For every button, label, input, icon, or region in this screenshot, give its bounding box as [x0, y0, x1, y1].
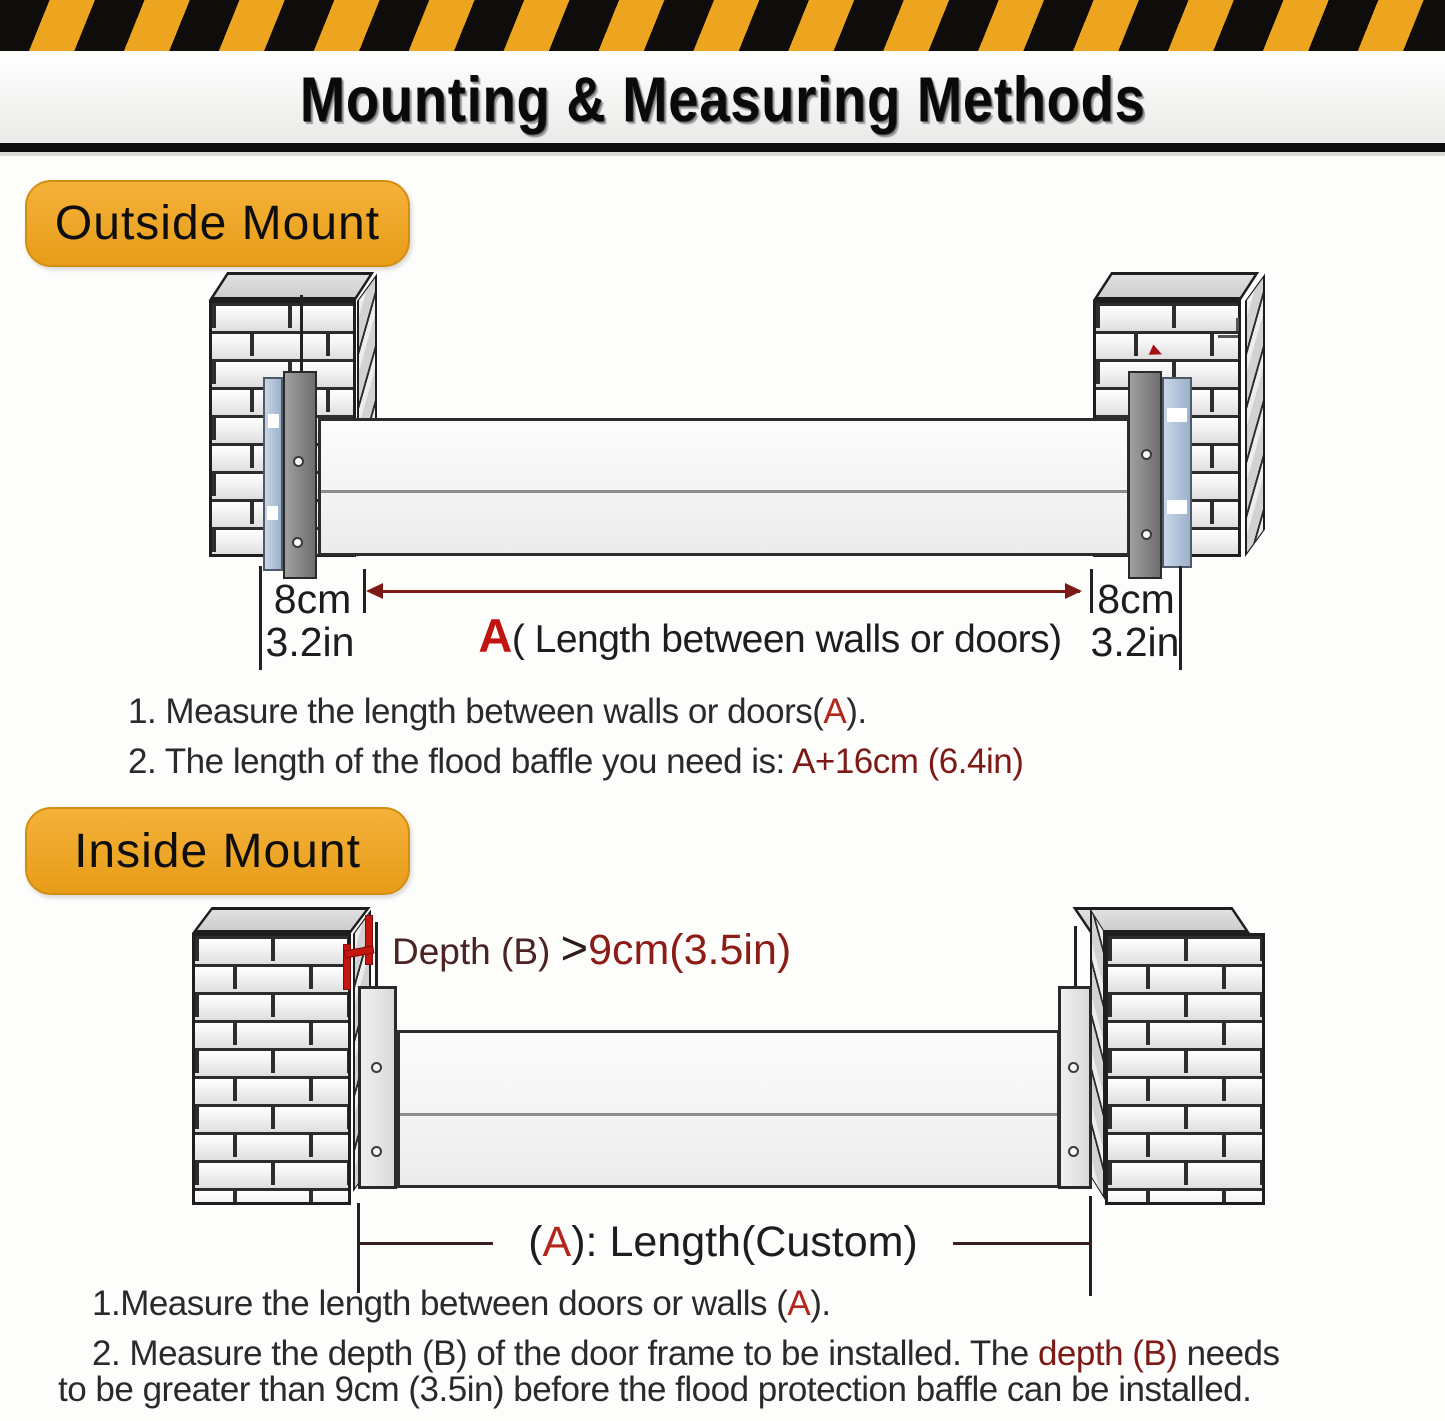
- mounting-channel-left: [358, 986, 397, 1189]
- outside-step-1: [128, 692, 867, 732]
- offset-label-right-cm: 8cm: [1097, 576, 1175, 622]
- inside-mount-label-text: Inside Mount: [74, 824, 361, 878]
- span-letter: A: [478, 609, 512, 662]
- depth-value: 9cm(3.5in): [588, 926, 792, 974]
- brick-pillar-right: [1105, 933, 1265, 1205]
- screw-icon: [292, 537, 303, 548]
- offset-label-right-in: 3.2in: [1090, 619, 1180, 665]
- outside-mount-label: [25, 180, 410, 267]
- baffle-seam-line: [321, 490, 1127, 493]
- depth-bracket-icon: [365, 915, 373, 965]
- header-divider: [0, 143, 1445, 152]
- screw-icon: [293, 456, 304, 467]
- step-text: 2. The length of the flood baffle you need is:: [128, 742, 793, 781]
- inside-step-1: [92, 1284, 831, 1324]
- mounting-bracket-right: [1128, 371, 1162, 579]
- label-letter: A: [542, 1218, 572, 1266]
- channel-notch: [267, 506, 278, 520]
- dimension-tick: [1089, 1196, 1092, 1296]
- screw-icon: [371, 1146, 382, 1157]
- mounting-bracket-left: [283, 371, 317, 579]
- page-title: Mounting & Measuring Methods: [299, 65, 1146, 135]
- arrowhead-left-icon: [366, 583, 383, 599]
- inside-step-2-line-1: [92, 1334, 1280, 1374]
- channel-notch: [268, 414, 279, 428]
- span-dimension-label: [455, 608, 1085, 663]
- step-text: ).: [846, 692, 867, 731]
- step-text: 1.Measure the length between doors or walls (: [92, 1284, 788, 1323]
- arrowhead-right-icon: [1065, 583, 1082, 599]
- channel-notch: [1167, 500, 1187, 514]
- dimension-line: [953, 1242, 1092, 1245]
- marker-dash: [1218, 335, 1238, 338]
- pillar-side-face: [1245, 273, 1265, 557]
- hazard-stripe-banner: [0, 0, 1445, 51]
- step-text: ).: [810, 1284, 831, 1323]
- step-text: 1. Measure the length between walls or doors(: [128, 692, 824, 731]
- length-dimension-label: [493, 1218, 953, 1267]
- label-text: ): Length(Custom): [571, 1218, 918, 1266]
- mounting-channel-right: [1058, 986, 1092, 1189]
- dimension-tick: [357, 1203, 360, 1293]
- step-accent: depth (B): [1037, 1334, 1178, 1373]
- outside-step-2: [128, 742, 1023, 782]
- offset-label-left-cm: 8cm: [273, 576, 352, 622]
- channel-notch: [1167, 408, 1187, 422]
- frame-edge-line: [375, 922, 378, 988]
- greater-than-sign: >: [560, 921, 589, 974]
- baffle-seam-line: [400, 1113, 1057, 1116]
- step-text: needs: [1177, 1334, 1280, 1373]
- inside-mount-label: [25, 807, 410, 895]
- title-band: [0, 57, 1445, 143]
- screw-icon: [1141, 449, 1152, 460]
- screw-icon: [1068, 1146, 1079, 1157]
- pillar-top-face: [192, 907, 371, 933]
- step-text: 2. Measure the depth (B) of the door frame to be installed. The: [92, 1334, 1038, 1373]
- step-accent: A+16cm (6.4in): [792, 742, 1024, 781]
- span-text: ( Length between walls or doors): [511, 618, 1062, 661]
- depth-dimension-label: [392, 920, 791, 975]
- flood-baffle-panel: [318, 418, 1130, 556]
- depth-text: Depth (B): [392, 931, 561, 972]
- inside-step-2-line-2: to be greater than 9cm (3.5in) before the flood protection baffle can be installed.: [58, 1370, 1252, 1409]
- brick-pillar-left: [192, 933, 351, 1205]
- step-accent: A: [787, 1284, 811, 1323]
- offset-label-left-in: 3.2in: [265, 619, 355, 665]
- pillar-side-face: [1090, 908, 1105, 1200]
- flood-baffle-panel: [397, 1030, 1060, 1188]
- dimension-line: [360, 1242, 493, 1245]
- screw-icon: [371, 1062, 382, 1073]
- mounting-channel-blue-left: [263, 377, 283, 571]
- pillar-top-face: [209, 272, 374, 300]
- step-accent: A: [823, 692, 847, 731]
- mount-slot-line: [300, 295, 303, 375]
- frame-edge-line: [1074, 926, 1077, 988]
- screw-icon: [1141, 529, 1152, 540]
- mounting-channel-blue-right: [1162, 377, 1192, 568]
- outside-mount-label-text: Outside Mount: [54, 197, 381, 250]
- marker-dash: [1236, 318, 1239, 331]
- pillar-top-face: [1093, 272, 1259, 300]
- dimension-arrow: [374, 590, 1080, 593]
- label-text: (: [528, 1218, 543, 1266]
- screw-icon: [1068, 1062, 1079, 1073]
